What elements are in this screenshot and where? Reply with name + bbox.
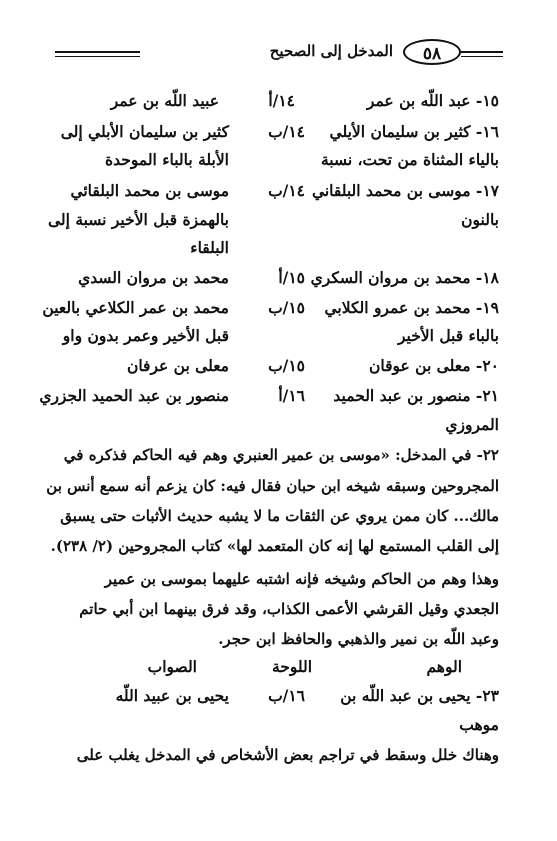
header-rule	[461, 56, 503, 57]
paragraph-line: وهذا وهم من الحاكم وشيخه فإنه اشتبه عليهما بموسى بن عمير	[104, 570, 499, 588]
header-rule	[55, 56, 140, 57]
entry-wrong: ٢٠- معلى بن عوقان	[369, 356, 499, 375]
entry-folio: ١٦/ب	[268, 686, 305, 705]
entry-wrong: ١٥- عبد اللّه بن عمر	[366, 91, 499, 110]
paragraph-line: الجعدي وقيل القرشي الأعمى الكذاب، وقد فرق بينهما ابن أبي حاتم	[79, 600, 499, 618]
entry-wrong-cont: المروزي	[445, 415, 499, 434]
entry-folio: ١٦/أ	[278, 386, 305, 405]
column-header-correct: الصواب	[147, 657, 197, 676]
entry-wrong-cont: بالياء المثناة من تحت، نسبة	[321, 150, 499, 169]
entry-wrong: ١٧- موسى بن محمد البلقاني	[311, 181, 499, 200]
entry-wrong: ١٨- محمد بن مروان السكري	[310, 268, 499, 287]
column-header-wrong: الوهم	[426, 657, 462, 676]
entry-correct: محمد بن مروان السدي	[78, 268, 229, 287]
running-title: المدخل إلى الصحيح	[269, 42, 393, 60]
header-rule	[55, 51, 140, 53]
entry-folio: ١٥/أ	[278, 268, 305, 287]
paragraph-line: إلى القلب المستمع لها إنه كان المتعمد لها» كتاب المجروحين (٢/ ٢٣٨).	[50, 537, 499, 555]
entry-folio: ١٤/أ	[268, 91, 295, 110]
paragraph-line: مالك... كان ممن يروي عن الثقات ما لا يشبه حديث الأثبات حتى يسبق	[60, 507, 499, 525]
entry-folio: ١٥/ب	[268, 356, 305, 375]
entry-wrong-cont: موهب	[459, 715, 499, 734]
entry-folio: ١٤/ب	[268, 181, 305, 200]
entry-correct-cont: قبل الأخير وعمر بدون واو	[62, 326, 229, 345]
page-number-badge: ٥٨	[403, 39, 461, 65]
entry-folio: ١٤/ب	[268, 122, 305, 141]
header-rule	[461, 51, 503, 53]
entry-correct: عبيد اللّه بن عمر	[110, 91, 219, 110]
paragraph-line: وهناك خلل وسقط في تراجم بعض الأشخاص في المدخل يغلب على	[76, 746, 499, 764]
entry-wrong-cont: بالباء قبل الأخير	[397, 326, 499, 345]
entry-correct: يحيى بن عبيد اللّه	[115, 686, 229, 705]
entry-correct-cont: البلقاء	[190, 238, 229, 257]
entry-folio: ١٥/ب	[268, 298, 305, 317]
paragraph-line: ٢٢- في المدخل: «موسى بن عمير العنبري وهم فيه الحاكم فذكره في	[63, 446, 499, 464]
entry-wrong: ٢٣- يحيى بن عبد اللّه بن	[340, 686, 499, 705]
entry-correct-cont: الأبلة بالباء الموحدة	[105, 150, 229, 169]
entry-wrong: ١٦- كثير بن سليمان الأيلي	[329, 122, 499, 141]
column-header-folio: اللوحة	[271, 657, 312, 676]
entry-correct: كثير بن سليمان الأبلي إلى	[60, 122, 229, 141]
entry-wrong: ٢١- منصور بن عبد الحميد	[333, 386, 499, 405]
paragraph-line: وعبد اللّه بن نمير والذهبي والحافظ ابن حجر.	[218, 630, 499, 648]
entry-correct-cont: بالهمزة قبل الأخير نسبة إلى	[48, 210, 229, 229]
page-header	[55, 38, 503, 70]
entry-correct: منصور بن عبد الحميد الجزري	[39, 386, 229, 405]
entry-wrong: ١٩- محمد بن عمرو الكلابي	[324, 298, 499, 317]
entry-correct: معلى بن عرفان	[126, 356, 229, 375]
entry-correct: موسى بن محمد البلقائي	[70, 181, 229, 200]
paragraph-line: المجروحين وسبقه شيخه ابن حبان فقال فيه: كان يزعم أنه سمع أنس بن	[46, 477, 499, 495]
entry-correct: محمد بن عمر الكلاعي بالعين	[42, 298, 229, 317]
entry-wrong-cont: بالنون	[461, 210, 499, 229]
